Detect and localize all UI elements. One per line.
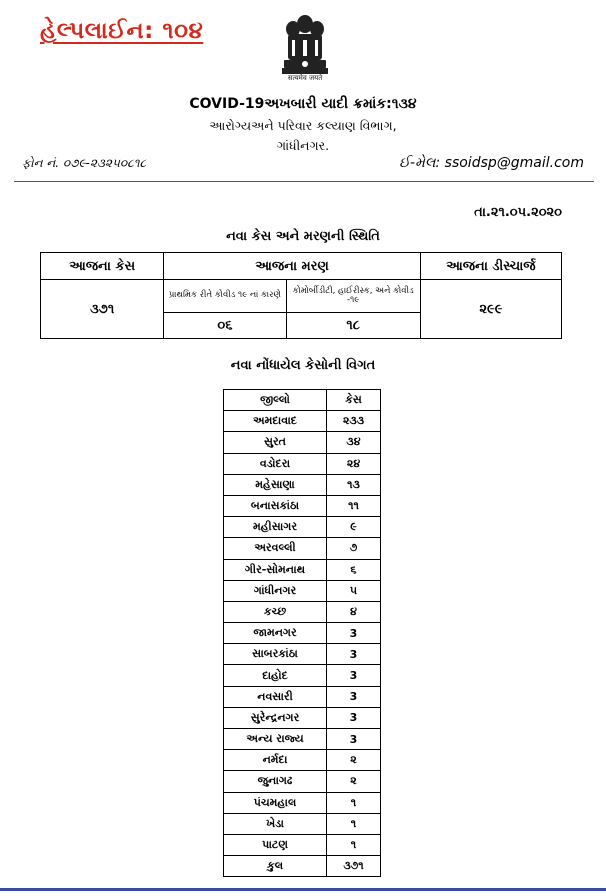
- district-cases: ૩૪: [327, 432, 381, 453]
- table-row: [224, 707, 381, 728]
- page-bottom-border: [0, 888, 606, 891]
- district-cases: ૫: [327, 580, 381, 601]
- district-name: દાહોદ: [224, 665, 327, 686]
- table-row: [224, 495, 381, 516]
- table-row: [224, 411, 381, 432]
- header-divider: [14, 181, 594, 182]
- table-row: [224, 750, 381, 771]
- district-name: નર્મદા: [224, 750, 327, 771]
- district-name: અરવલ્લી: [224, 538, 327, 559]
- district-table-header: [224, 390, 381, 411]
- city-line: ગાંધીનગર.: [276, 138, 330, 153]
- table-row: [224, 517, 381, 538]
- district-name: બનાસકાંઠા: [224, 495, 327, 516]
- table-row: [224, 792, 381, 813]
- table-row: [224, 813, 381, 834]
- summary-section-title: નવા કેસ અને મરણની સ્થિતિ: [226, 229, 380, 244]
- table-row: [224, 474, 381, 495]
- district-cases: ૨: [327, 771, 381, 792]
- table-row: [224, 771, 381, 792]
- press-release-title: COVID-19અખબારી યાદી ક્રમાંક:૧૩૪: [189, 96, 417, 112]
- deaths-comorbid-label: કોમોર્બીડીટી, હાઈરીસ્ક, અને કોવીડ -૧૯: [286, 280, 420, 313]
- header-todays-cases: આજના કેસ: [41, 253, 164, 280]
- deaths-primary-value: ૦૬: [164, 313, 286, 339]
- district-cases: ૨૪: [327, 453, 381, 474]
- district-cases: 3: [327, 665, 381, 686]
- district-cases: ૧૧: [327, 495, 381, 516]
- todays-discharge-value: ૨૯૯: [420, 280, 561, 339]
- summary-table: [40, 252, 562, 339]
- total-row: [224, 856, 381, 877]
- district-cases: ૧૩: [327, 474, 381, 495]
- district-cases: ૪: [327, 601, 381, 622]
- table-row: [224, 665, 381, 686]
- district-name: સુરત: [224, 432, 327, 453]
- release-date: તા.૨૧.૦૫.૨૦૨૦: [474, 205, 562, 220]
- email-address: ઈ-મેલ: ssoidsp@gmail.com: [399, 155, 584, 171]
- table-row: [224, 580, 381, 601]
- district-name: મહેસાણા: [224, 474, 327, 495]
- deaths-primary-label: પ્રાથમિક રીતે કોવીડ ૧૯ નાં કારણે: [164, 280, 286, 313]
- header-district: જીલ્લો: [224, 390, 327, 411]
- district-cases: 3: [327, 686, 381, 707]
- table-row: [224, 432, 381, 453]
- district-name: વડોદરા: [224, 453, 327, 474]
- district-cases: 3: [327, 729, 381, 750]
- district-name: જુનાગઢ: [224, 771, 327, 792]
- district-name: સાબરકાંઠા: [224, 644, 327, 665]
- district-cases: ૧: [327, 834, 381, 855]
- total-label: કુલ: [224, 856, 327, 877]
- todays-cases-value: ૩૭૧: [41, 280, 164, 339]
- district-cases: ૧: [327, 813, 381, 834]
- phone-number: ફોન નં. ૦૭૯-૨૩૨૫૦૮૧૮: [22, 156, 147, 170]
- helpline-heading: હેલ્પલાઈન: ૧૦૪: [40, 18, 204, 44]
- district-cases: 3: [327, 623, 381, 644]
- table-row: [224, 538, 381, 559]
- table-row: [224, 453, 381, 474]
- district-cases: ૯: [327, 517, 381, 538]
- district-name: જામનગર: [224, 623, 327, 644]
- table-row: [224, 834, 381, 855]
- district-name: પાટણ: [224, 834, 327, 855]
- district-cases: 3: [327, 644, 381, 665]
- district-name: સુરેન્દ્રનગર: [224, 707, 327, 728]
- header-cases: કેસ: [327, 390, 381, 411]
- district-name: મહીસાગર: [224, 517, 327, 538]
- district-cases: ૨: [327, 750, 381, 771]
- header-todays-deaths: આજના મરણ: [164, 253, 420, 280]
- district-name: અન્ય રાજ્ય: [224, 729, 327, 750]
- district-name: નવસારી: [224, 686, 327, 707]
- deaths-comorbid-value: ૧૮: [286, 313, 420, 339]
- district-cases: ૧: [327, 792, 381, 813]
- emblem-motto: सत्यमेव जयते: [287, 74, 323, 82]
- district-name: પંચમહાલ: [224, 792, 327, 813]
- table-row: [224, 623, 381, 644]
- table-row: [224, 729, 381, 750]
- district-section-title: નવા નોંધાયેલ કેસોની વિગત: [230, 358, 376, 373]
- district-cases: ૬: [327, 559, 381, 580]
- table-row: [224, 601, 381, 622]
- district-name: ગીર-સોમનાથ: [224, 559, 327, 580]
- district-name: અમદાવાદ: [224, 411, 327, 432]
- district-name: કચ્છ: [224, 601, 327, 622]
- district-name: ખેડા: [224, 813, 327, 834]
- header-todays-discharge: આજના ડીસ્ચાર્જ: [420, 253, 561, 280]
- district-cases: 3: [327, 707, 381, 728]
- district-table: [223, 389, 381, 877]
- district-cases: ૨૩૩: [327, 411, 381, 432]
- district-name: ગાંધીનગર: [224, 580, 327, 601]
- total-value: ૩૭૧: [327, 856, 381, 877]
- table-row: [224, 686, 381, 707]
- table-row: [224, 559, 381, 580]
- table-row: [224, 644, 381, 665]
- department-line: આરોગ્યઅને પરિવાર કલ્યાણ વિભાગ,: [209, 118, 397, 133]
- district-cases: ૭: [327, 538, 381, 559]
